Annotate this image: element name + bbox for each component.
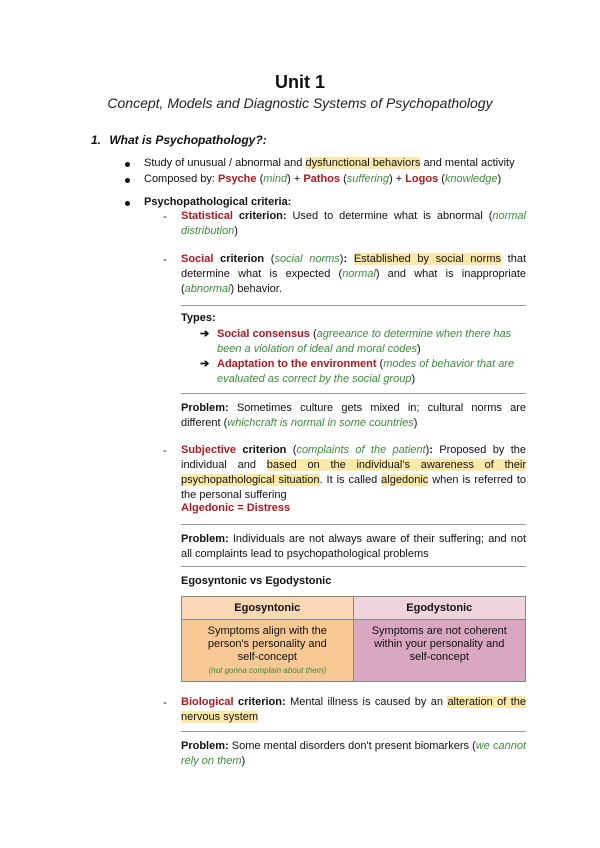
divider	[181, 731, 526, 732]
divider	[181, 393, 526, 394]
statistical-criterion: Statistical criterion: Used to determine what is abnormal (normal distribution)	[181, 210, 526, 237]
bullet-icon	[125, 201, 130, 206]
section-title: What is Psychopathology?:	[109, 133, 267, 147]
bullet-icon	[125, 178, 130, 183]
dash-marker: -	[163, 697, 167, 709]
table-header: Egodystonic	[353, 597, 525, 620]
bullet-icon	[125, 162, 130, 167]
ego-heading: Egosyntonic vs Egodystonic	[181, 575, 332, 587]
subjective-problem: Problem: Individuals are not always aware of their suffering; and not all complaints lead to psychopathological problems	[181, 533, 526, 560]
arrow-icon: ➔	[200, 358, 210, 370]
divider	[181, 566, 526, 567]
social-criterion: Social criterion (social norms): Established by social norms that determine what is expected (normal) and what is inappropriate (abnormal) behavior.	[181, 253, 526, 295]
table-header: Egosyntonic	[182, 597, 354, 620]
arrow-icon: ➔	[200, 328, 210, 340]
page-subtitle: Concept, Models and Diagnostic Systems of Psychopathology	[107, 95, 493, 111]
section-heading	[91, 133, 267, 147]
algedonic-note: Algedonic = Distress	[181, 502, 291, 514]
cell-note: (not gonna complain about them)	[208, 666, 326, 675]
biological-criterion: Biological criterion: Mental illness is caused by an alteration of the nervous system	[181, 696, 526, 723]
ego-table	[181, 596, 526, 682]
subjective-criterion: Subjective criterion (complaints of the patient): Proposed by the individual and based on the individual's awareness of their psychopathological situation. It is called algedonic when is referred to the personal suffering	[181, 444, 527, 501]
table-cell: Symptoms are not coherent within your personality and self-concept	[353, 620, 525, 682]
divider	[181, 305, 526, 306]
divider	[181, 524, 526, 525]
page-title: Unit 1	[274, 72, 325, 92]
dash-marker: -	[163, 211, 167, 223]
table-cell: Symptoms align with the person's personality and self-concept (not gonna complain about them)	[182, 620, 354, 682]
biological-problem: Problem: Some mental disorders don't present biomarkers (we cannot rely on them)	[181, 740, 526, 767]
types-label: Types:	[181, 312, 216, 324]
dash-marker: -	[163, 254, 167, 266]
social-problem: Problem: Sometimes culture gets mixed in; cultural norms are different (whichcraft is normal in some countries)	[181, 402, 526, 429]
section-number: 1.	[91, 133, 102, 147]
dash-marker: -	[163, 445, 167, 457]
